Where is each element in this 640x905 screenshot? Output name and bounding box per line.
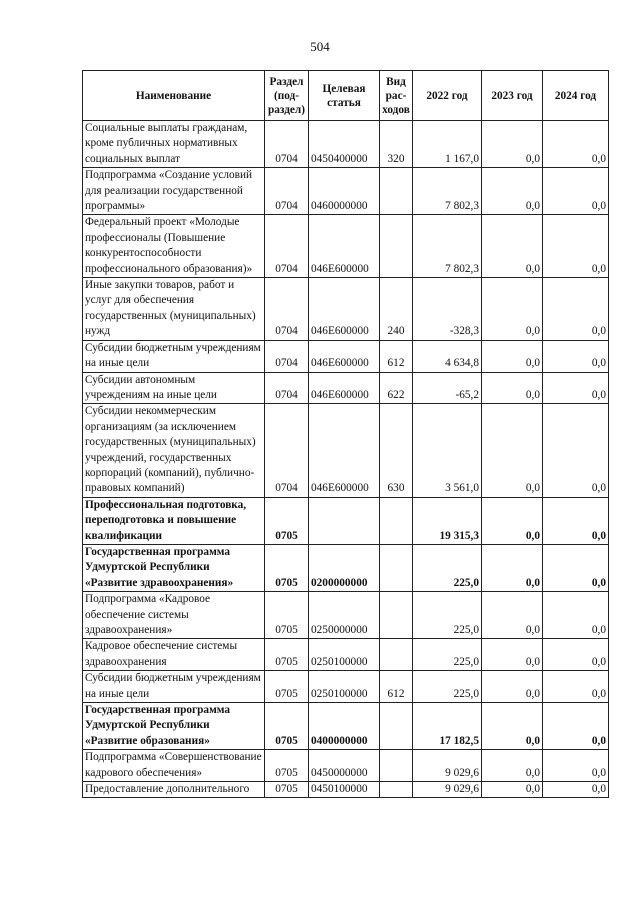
row-vid — [380, 592, 413, 639]
row-vid: 612 — [380, 671, 413, 703]
row-target: 0400000000 — [309, 703, 380, 750]
row-name: Субсидии бюджетным учреждениям на иные цели — [83, 671, 265, 703]
table-row — [83, 497, 609, 544]
header-2022: 2022 год — [413, 71, 482, 121]
row-vid: 612 — [380, 340, 413, 372]
row-razdel: 0704 — [265, 121, 309, 168]
header-name: Наименование — [83, 71, 265, 121]
table-row — [83, 168, 609, 215]
row-2023: 0,0 — [482, 340, 543, 372]
row-2022: 1 167,0 — [413, 121, 482, 168]
row-2024: 0,0 — [543, 639, 609, 671]
row-2024: 0,0 — [543, 168, 609, 215]
row-razdel: 0705 — [265, 592, 309, 639]
row-target: 0250000000 — [309, 592, 380, 639]
row-2024: 0,0 — [543, 278, 609, 341]
row-2024: 0,0 — [543, 340, 609, 372]
row-2022: 225,0 — [413, 544, 482, 591]
row-razdel: 0705 — [265, 671, 309, 703]
row-2022: -65,2 — [413, 372, 482, 404]
row-vid — [380, 703, 413, 750]
row-name: Предоставление дополнительного — [83, 782, 265, 798]
row-name: Подпрограмма «Создание условий для реализации государственной программы» — [83, 168, 265, 215]
header-target: Целевая статья — [309, 71, 380, 121]
row-target: 0450400000 — [309, 121, 380, 168]
row-target: 046E600000 — [309, 404, 380, 497]
table-row — [83, 750, 609, 782]
table-header-row — [83, 71, 609, 121]
row-name: Подпрограмма «Кадровое обеспечение системы здравоохранения» — [83, 592, 265, 639]
row-razdel: 0705 — [265, 750, 309, 782]
row-2024: 0,0 — [543, 544, 609, 591]
row-2022: 17 182,5 — [413, 703, 482, 750]
row-vid — [380, 497, 413, 544]
row-2024: 0,0 — [543, 121, 609, 168]
row-2022: 225,0 — [413, 592, 482, 639]
row-vid — [380, 544, 413, 591]
page-number: 504 — [310, 39, 330, 54]
row-name: Федеральный проект «Молодые профессионалы (Повышение конкурентоспособности профессионального образования)» — [83, 215, 265, 278]
row-target: 0460000000 — [309, 168, 380, 215]
row-2022: 3 561,0 — [413, 404, 482, 497]
row-target: 046E600000 — [309, 215, 380, 278]
row-name: Субсидии бюджетным учреждениям на иные цели — [83, 340, 265, 372]
row-name: Кадровое обеспечение системы здравоохранения — [83, 639, 265, 671]
row-2024: 0,0 — [543, 750, 609, 782]
row-name: Подпрограмма «Совершенствование кадрового обеспечения» — [83, 750, 265, 782]
row-target: 0250100000 — [309, 639, 380, 671]
row-name: Государственная программа Удмуртской Республики «Развитие образования» — [83, 703, 265, 750]
table-row — [83, 671, 609, 703]
row-2022: -328,3 — [413, 278, 482, 341]
table-row — [83, 703, 609, 750]
row-razdel: 0705 — [265, 782, 309, 798]
row-vid: 240 — [380, 278, 413, 341]
row-vid — [380, 639, 413, 671]
row-name: Профессиональная подготовка, переподготовка и повышение квалификации — [83, 497, 265, 544]
table-row — [83, 215, 609, 278]
row-vid — [380, 168, 413, 215]
budget-table — [82, 70, 609, 798]
row-razdel: 0704 — [265, 372, 309, 404]
row-2023: 0,0 — [482, 168, 543, 215]
row-name: Иные закупки товаров, работ и услуг для обеспечения государственных (муниципальных) нужд — [83, 278, 265, 341]
row-razdel: 0704 — [265, 404, 309, 497]
table-row — [83, 278, 609, 341]
row-2024: 0,0 — [543, 671, 609, 703]
row-vid — [380, 750, 413, 782]
row-vid: 630 — [380, 404, 413, 497]
header-2023: 2023 год — [482, 71, 543, 121]
row-target: 0450100000 — [309, 782, 380, 798]
row-name: Государственная программа Удмуртской Республики «Развитие здравоохранения» — [83, 544, 265, 591]
row-2024: 0,0 — [543, 703, 609, 750]
row-2023: 0,0 — [482, 404, 543, 497]
row-2022: 225,0 — [413, 671, 482, 703]
table-row — [83, 639, 609, 671]
row-2023: 0,0 — [482, 782, 543, 798]
row-2022: 7 802,3 — [413, 168, 482, 215]
row-razdel: 0705 — [265, 703, 309, 750]
row-vid: 320 — [380, 121, 413, 168]
table-row — [83, 544, 609, 591]
row-2022: 19 315,3 — [413, 497, 482, 544]
header-razdel: Раздел (под-раздел) — [265, 71, 309, 121]
row-target: 046E600000 — [309, 372, 380, 404]
row-2024: 0,0 — [543, 404, 609, 497]
row-target: 0250100000 — [309, 671, 380, 703]
row-vid — [380, 782, 413, 798]
table-row — [83, 372, 609, 404]
row-2022: 225,0 — [413, 639, 482, 671]
row-razdel: 0705 — [265, 544, 309, 591]
table-row — [83, 404, 609, 497]
table-row — [83, 121, 609, 168]
row-2024: 0,0 — [543, 372, 609, 404]
row-razdel: 0705 — [265, 497, 309, 544]
row-2023: 0,0 — [482, 121, 543, 168]
row-target: 0200000000 — [309, 544, 380, 591]
row-razdel: 0705 — [265, 639, 309, 671]
row-2024: 0,0 — [543, 592, 609, 639]
row-2024: 0,0 — [543, 215, 609, 278]
row-2023: 0,0 — [482, 497, 543, 544]
row-razdel: 0704 — [265, 168, 309, 215]
row-name: Субсидии некоммерческим организациям (за исключением государственных (муниципальных) учреждений, государственных корпораций (компаний), публично-правовых компаний) — [83, 404, 265, 497]
row-target: 0450000000 — [309, 750, 380, 782]
row-target: 046E600000 — [309, 340, 380, 372]
row-razdel: 0704 — [265, 340, 309, 372]
row-name: Субсидии автономным учреждениям на иные цели — [83, 372, 265, 404]
row-2023: 0,0 — [482, 703, 543, 750]
row-razdel: 0704 — [265, 215, 309, 278]
row-2023: 0,0 — [482, 544, 543, 591]
header-vid: Вид рас-ходов — [380, 71, 413, 121]
row-2022: 9 029,6 — [413, 750, 482, 782]
row-2023: 0,0 — [482, 750, 543, 782]
row-2023: 0,0 — [482, 372, 543, 404]
row-target — [309, 497, 380, 544]
table-row — [83, 782, 609, 798]
row-2024: 0,0 — [543, 782, 609, 798]
row-2023: 0,0 — [482, 592, 543, 639]
row-2023: 0,0 — [482, 671, 543, 703]
table-row — [83, 592, 609, 639]
row-target: 046E600000 — [309, 278, 380, 341]
row-2022: 9 029,6 — [413, 782, 482, 798]
row-2023: 0,0 — [482, 215, 543, 278]
row-2023: 0,0 — [482, 278, 543, 341]
row-2022: 4 634,8 — [413, 340, 482, 372]
table-row — [83, 340, 609, 372]
row-vid — [380, 215, 413, 278]
table-body — [83, 121, 609, 798]
header-2024: 2024 год — [543, 71, 609, 121]
row-vid: 622 — [380, 372, 413, 404]
row-2023: 0,0 — [482, 639, 543, 671]
row-2022: 7 802,3 — [413, 215, 482, 278]
row-name: Социальные выплаты гражданам, кроме публичных нормативных социальных выплат — [83, 121, 265, 168]
row-2024: 0,0 — [543, 497, 609, 544]
row-razdel: 0704 — [265, 278, 309, 341]
